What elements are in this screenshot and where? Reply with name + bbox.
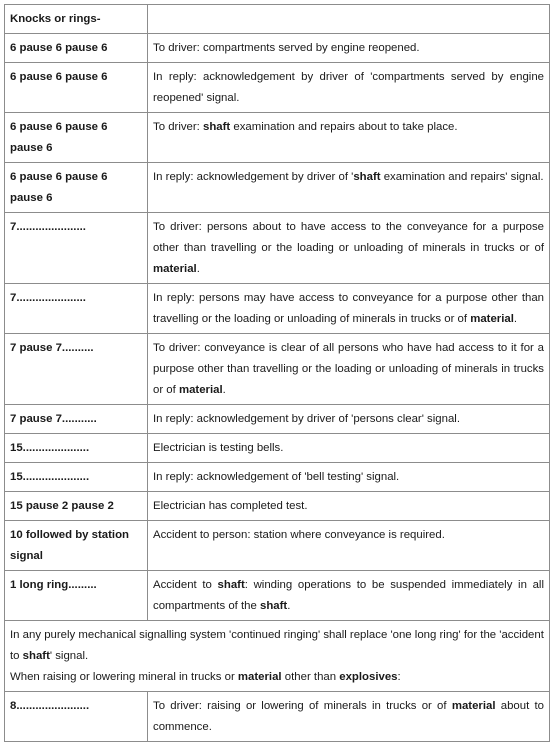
table-row: [5, 434, 550, 463]
table-row: [5, 34, 550, 63]
text-segment: In reply: acknowledgement by driver of ': [153, 171, 354, 183]
text-segment: Electrician is testing bells.: [153, 442, 284, 454]
text-segment: To driver: compartments served by engine reopened.: [153, 42, 420, 54]
signals-table: [4, 4, 550, 742]
text-segment: Electrician has completed test.: [153, 500, 308, 512]
text-segment: .: [222, 384, 226, 396]
meaning-cell: [148, 492, 550, 521]
meaning-cell: [148, 63, 550, 113]
text-segment: When raising or lowering mineral in trucks or: [10, 671, 238, 683]
signal-cell: 6 pause 6 pause 6 pause 6: [5, 113, 148, 163]
meaning-cell: [148, 463, 550, 492]
table-row: [5, 163, 550, 213]
meaning-cell: [148, 113, 550, 163]
table-row: [5, 521, 550, 571]
signal-cell: 7 pause 7...........: [5, 405, 148, 434]
text-segment: .: [196, 263, 200, 275]
table-row: [5, 284, 550, 334]
note-cell: [5, 621, 550, 692]
table-row: [5, 405, 550, 434]
signal-cell: 6 pause 6 pause 6 pause 6: [5, 163, 148, 213]
note-line: [10, 667, 544, 688]
defined-term: shaft: [203, 121, 231, 133]
meaning-cell: [148, 571, 550, 621]
text-segment: .: [287, 600, 291, 612]
defined-term: material: [237, 671, 282, 683]
signal-cell: 15 pause 2 pause 2: [5, 492, 148, 521]
signal-cell: 6 pause 6 pause 6: [5, 34, 148, 63]
table-row: [5, 571, 550, 621]
note-line: [10, 625, 544, 667]
text-segment: Accident to person: station where conveyance is required.: [153, 529, 445, 541]
defined-term: shaft: [217, 579, 245, 591]
header-signal-cell: Knocks or rings-: [5, 5, 148, 34]
text-segment: .: [513, 313, 518, 325]
text-segment: : winding operations to be suspended immediately in all compartments of the: [153, 579, 544, 612]
signal-cell: 7......................: [5, 213, 148, 284]
table-row: [5, 113, 550, 163]
signal-cell: 7 pause 7..........: [5, 334, 148, 405]
note-row: [5, 621, 550, 692]
text-segment: about to commence.: [153, 700, 544, 733]
defined-term: material: [470, 313, 514, 325]
text-segment: To driver:: [153, 121, 204, 133]
defined-term: shaft: [353, 171, 381, 183]
text-segment: In reply: acknowledgement of 'bell testing' signal.: [153, 471, 400, 483]
signals-table-body: [5, 5, 550, 742]
meaning-cell: [148, 163, 550, 213]
text-segment: In reply: persons may have access to conveyance for a purpose other than travelling or the loading or unloading of minerals in trucks or of: [153, 292, 544, 325]
signal-cell: 6 pause 6 pause 6: [5, 63, 148, 113]
text-segment: To driver: conveyance is clear of all persons who have had access to it for a purpose other than travelling or the loading or unloading of minerals in trucks or of: [153, 342, 544, 396]
meaning-cell: [148, 521, 550, 571]
text-segment: examination and repairs about to take place.: [230, 121, 458, 133]
signal-cell: 1 long ring.........: [5, 571, 148, 621]
meaning-cell: [148, 692, 550, 742]
text-segment: In reply: acknowledgement by driver of 'compartments served by engine reopened' signal.: [153, 71, 544, 104]
text-segment: In reply: acknowledgement by driver of 'persons clear' signal.: [153, 413, 460, 425]
text-segment: other than: [281, 671, 340, 683]
text-segment: :: [397, 671, 401, 683]
meaning-cell: [148, 34, 550, 63]
text-segment: examination and repairs' signal.: [380, 171, 544, 183]
header-row: [5, 5, 550, 34]
defined-term: shaft: [22, 650, 50, 662]
text-segment: ' signal.: [49, 650, 89, 662]
signal-cell: 10 followed by station signal: [5, 521, 148, 571]
signal-cell: 15.....................: [5, 434, 148, 463]
defined-term: material: [451, 700, 496, 712]
text-segment: Accident to: [153, 579, 218, 591]
table-row: [5, 334, 550, 405]
meaning-cell: [148, 284, 550, 334]
text-segment: To driver: raising or lowering of minerals in trucks or of: [153, 700, 452, 712]
text-segment: In any purely mechanical signalling system 'continued ringing' shall replace 'one long ring' for the 'accident to: [10, 629, 544, 662]
signal-cell: 7......................: [5, 284, 148, 334]
meaning-cell: [148, 334, 550, 405]
defined-term: material: [178, 384, 223, 396]
defined-term: material: [153, 263, 197, 275]
signal-cell: 8.......................: [5, 692, 148, 742]
table-row: [5, 463, 550, 492]
text-segment: To driver: persons about to have access to the conveyance for a purpose other than travelling or the loading or unloading of minerals in trucks or of: [153, 221, 544, 254]
table-row: [5, 63, 550, 113]
meaning-cell: [148, 434, 550, 463]
meaning-cell: [148, 213, 550, 284]
table-row: [5, 213, 550, 284]
header-meaning-cell: [148, 5, 550, 34]
table-row: [5, 692, 550, 742]
signal-cell: 15.....................: [5, 463, 148, 492]
defined-term: shaft: [260, 600, 288, 612]
table-row: [5, 492, 550, 521]
defined-term: explosives: [339, 671, 398, 683]
meaning-cell: [148, 405, 550, 434]
